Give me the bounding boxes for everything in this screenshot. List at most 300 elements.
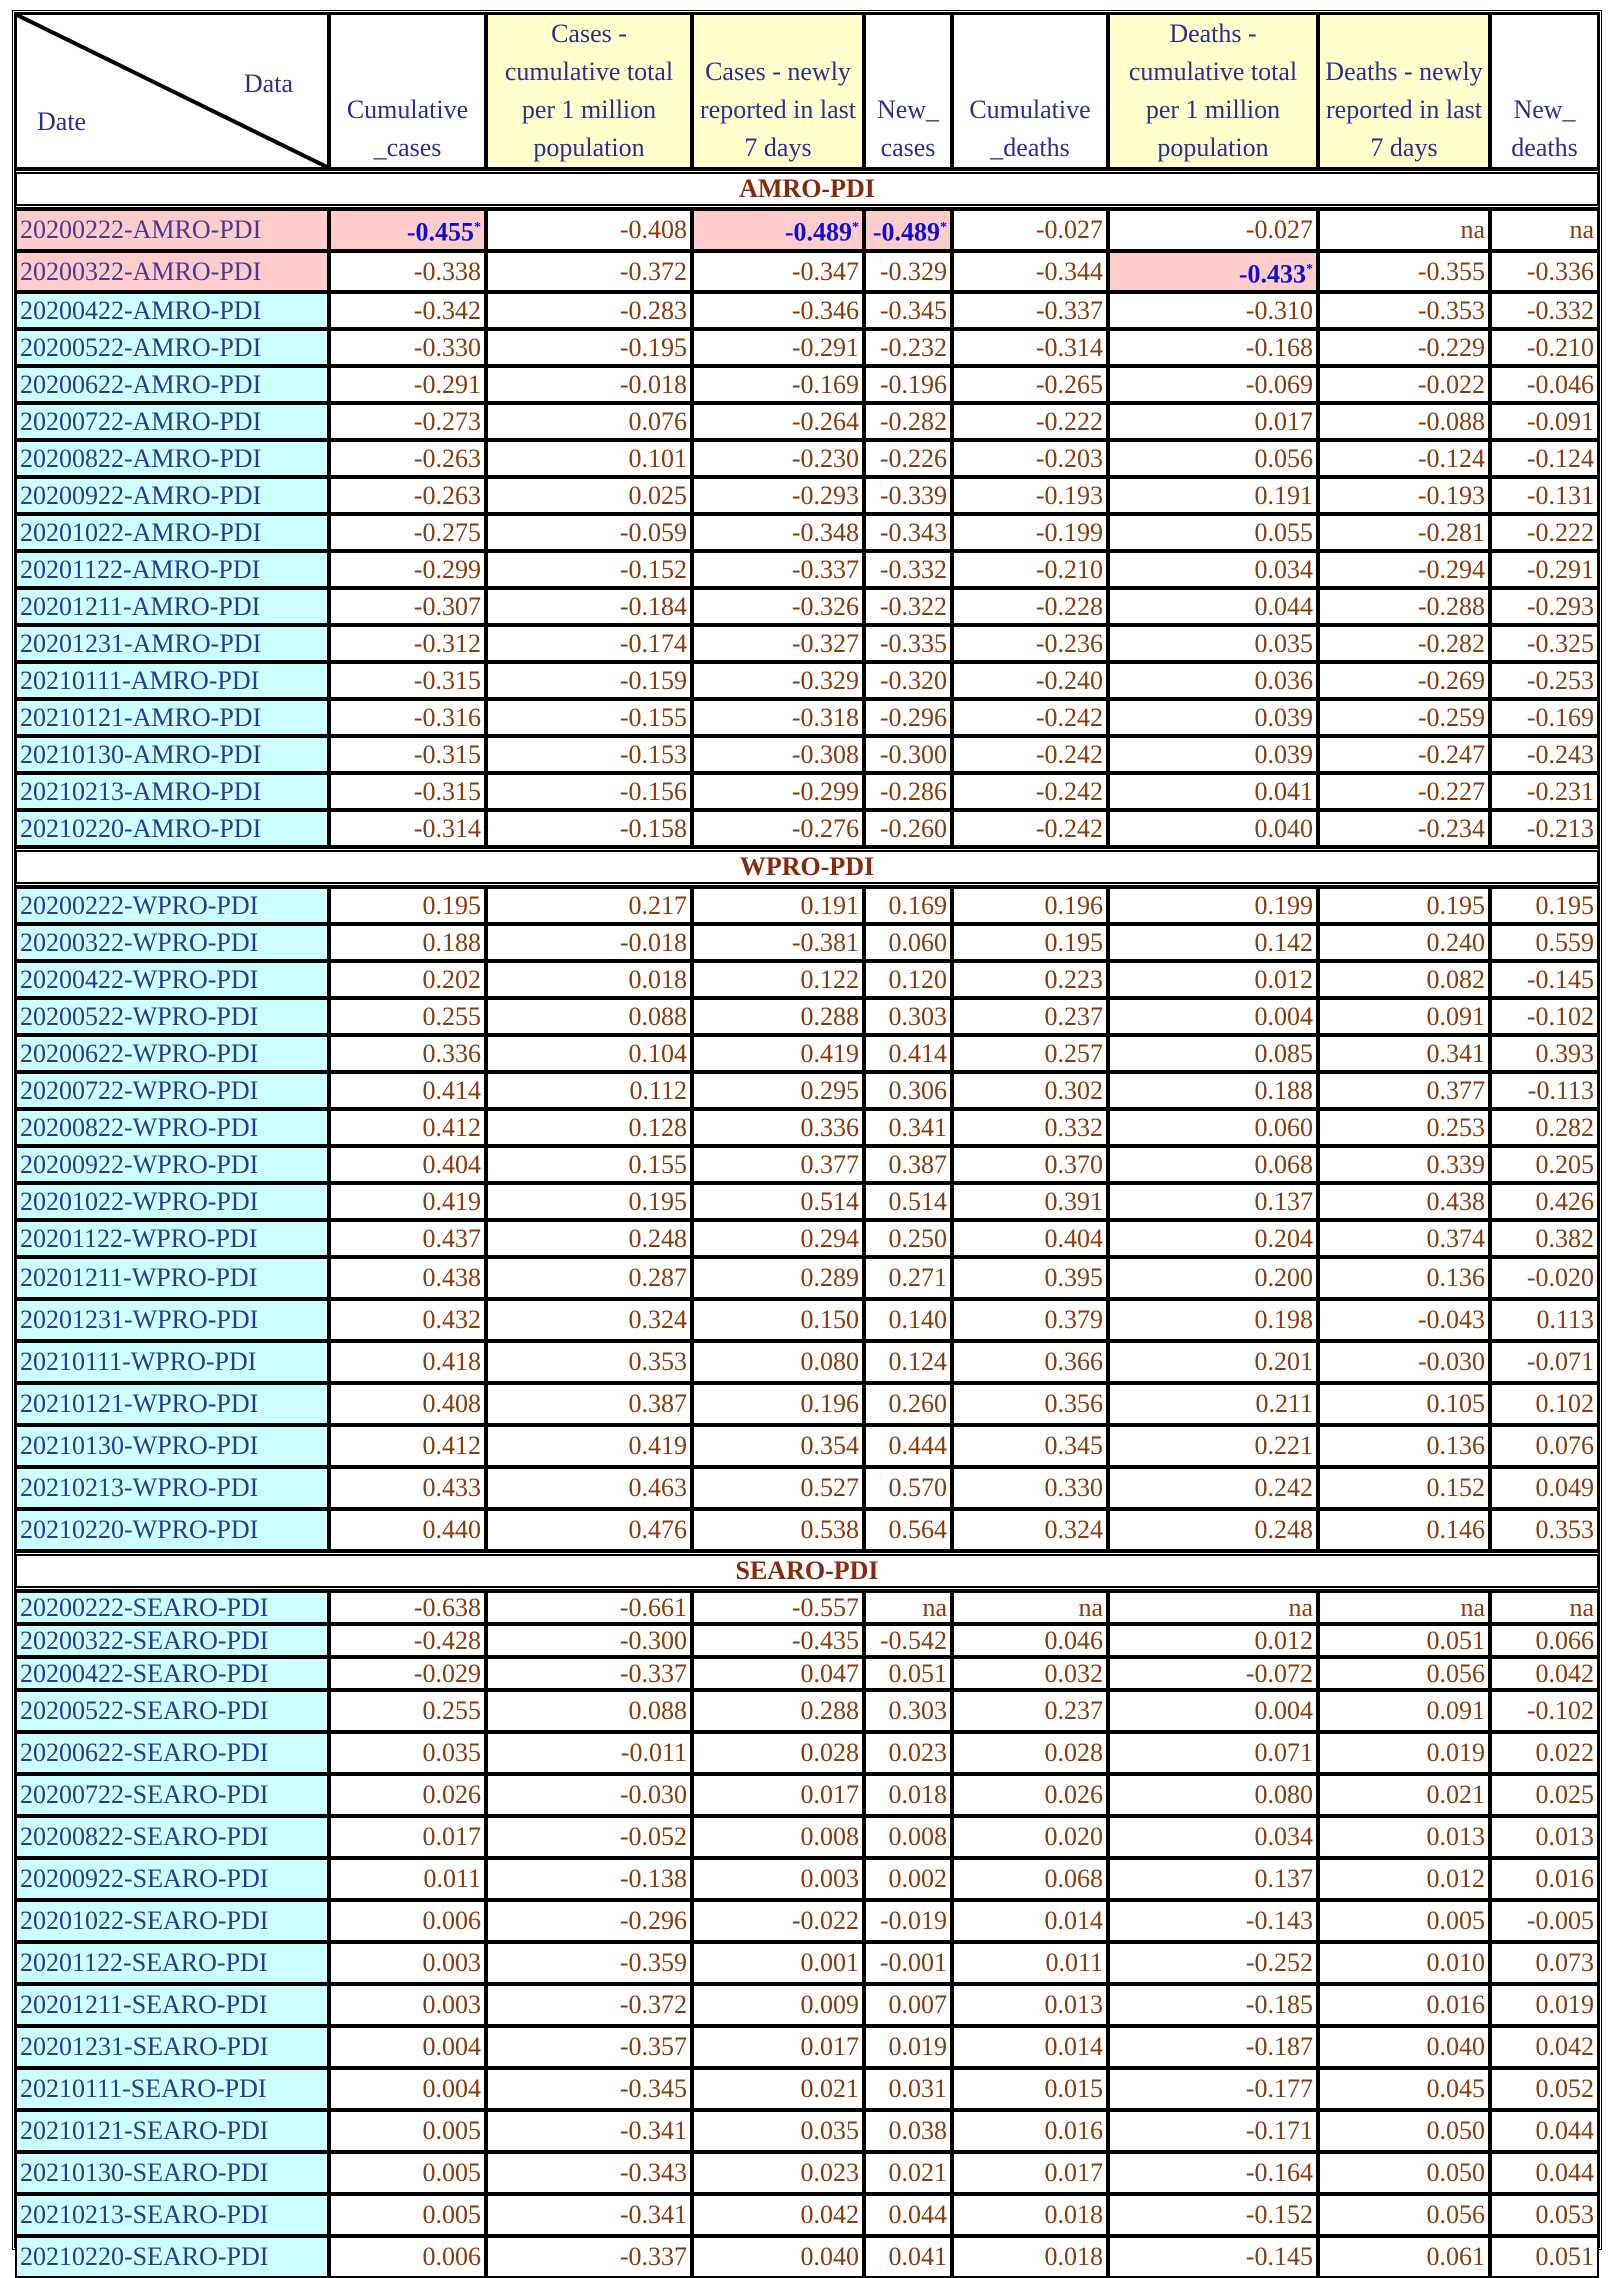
value-cell bbox=[1108, 924, 1318, 961]
value-cell bbox=[692, 366, 864, 403]
cell-value: 0.196 bbox=[1044, 891, 1103, 921]
cell-value: -0.169 bbox=[1526, 703, 1594, 733]
value-cell bbox=[1108, 477, 1318, 514]
value-cell bbox=[1318, 1657, 1490, 1690]
value-cell bbox=[329, 662, 486, 699]
row-label: 20201211-AMRO-PDI bbox=[15, 588, 329, 625]
value-cell bbox=[1490, 1624, 1599, 1657]
value-cell bbox=[329, 1900, 486, 1942]
row-label: 20201122-AMRO-PDI bbox=[15, 551, 329, 588]
cell-value: 0.444 bbox=[888, 1431, 947, 1461]
value-cell bbox=[486, 403, 692, 440]
cell-value: 0.408 bbox=[422, 1389, 481, 1419]
value-cell bbox=[1490, 1109, 1599, 1146]
cell-value: -0.230 bbox=[791, 444, 859, 474]
value-cell bbox=[329, 887, 486, 924]
value-cell bbox=[864, 366, 952, 403]
value-cell bbox=[1318, 366, 1490, 403]
cell-value: -0.187 bbox=[1245, 2032, 1313, 2062]
cell-value: 0.221 bbox=[1254, 1431, 1313, 1461]
value-cell bbox=[692, 514, 864, 551]
cell-value: -0.242 bbox=[1035, 814, 1103, 844]
cell-value: 0.370 bbox=[1044, 1150, 1103, 1180]
cell-value: -0.020 bbox=[1526, 1263, 1594, 1293]
row-label: 20200422-WPRO-PDI bbox=[15, 961, 329, 998]
value-cell bbox=[1490, 514, 1599, 551]
value-cell bbox=[1490, 1774, 1599, 1816]
cell-value: -0.322 bbox=[879, 592, 947, 622]
value-cell bbox=[692, 1690, 864, 1732]
row-label: 20210121-AMRO-PDI bbox=[15, 699, 329, 736]
value-cell bbox=[486, 1942, 692, 1984]
value-cell bbox=[1318, 1383, 1490, 1425]
row-label: 20210130-WPRO-PDI bbox=[15, 1425, 329, 1467]
value-cell bbox=[692, 1816, 864, 1858]
value-cell bbox=[1318, 1942, 1490, 1984]
value-cell bbox=[952, 440, 1108, 477]
value-cell bbox=[486, 209, 692, 251]
cell-value: 0.021 bbox=[800, 2074, 859, 2104]
cell-value: -0.227 bbox=[1417, 777, 1485, 807]
value-cell bbox=[1318, 1341, 1490, 1383]
value-cell bbox=[692, 1467, 864, 1509]
value-cell bbox=[1490, 477, 1599, 514]
value-cell bbox=[1490, 1220, 1599, 1257]
cell-value: 0.049 bbox=[1535, 1473, 1594, 1503]
cell-value: 0.514 bbox=[888, 1187, 947, 1217]
cell-value: 0.437 bbox=[422, 1224, 481, 1254]
cell-value: -0.345 bbox=[879, 296, 947, 326]
value-cell bbox=[692, 1984, 864, 2026]
value-cell bbox=[329, 551, 486, 588]
cell-value: -0.343 bbox=[879, 518, 947, 548]
value-cell bbox=[486, 440, 692, 477]
cell-value: -0.124 bbox=[1526, 444, 1594, 474]
value-cell bbox=[864, 1146, 952, 1183]
cell-value: -0.027 bbox=[1245, 215, 1313, 245]
value-cell bbox=[1490, 1035, 1599, 1072]
row-label: 20200222-SEARO-PDI bbox=[15, 1591, 329, 1624]
cell-value: 0.188 bbox=[1254, 1076, 1313, 1106]
value-cell bbox=[486, 1257, 692, 1299]
value-cell bbox=[952, 1183, 1108, 1220]
cell-value: 0.028 bbox=[1044, 1738, 1103, 1768]
value-cell bbox=[486, 887, 692, 924]
value-cell bbox=[952, 662, 1108, 699]
cell-value: -0.228 bbox=[1035, 592, 1103, 622]
table-row bbox=[15, 588, 1599, 625]
value-cell bbox=[1318, 998, 1490, 1035]
value-cell bbox=[952, 2068, 1108, 2110]
cell-value: -0.347 bbox=[791, 256, 859, 286]
cell-value: -0.243 bbox=[1526, 740, 1594, 770]
cell-value: -0.291 bbox=[1526, 555, 1594, 585]
value-cell bbox=[1108, 1183, 1318, 1220]
value-cell bbox=[864, 440, 952, 477]
corner-header-cell bbox=[15, 13, 329, 169]
cell-value: -0.156 bbox=[619, 777, 687, 807]
cell-value: -0.661 bbox=[619, 1593, 687, 1623]
cell-value: -0.542 bbox=[879, 1626, 947, 1656]
value-cell bbox=[329, 2152, 486, 2194]
value-cell bbox=[1490, 251, 1599, 293]
value-cell bbox=[864, 403, 952, 440]
cell-value: -0.168 bbox=[1245, 333, 1313, 363]
value-cell bbox=[486, 2068, 692, 2110]
value-cell bbox=[1318, 2068, 1490, 2110]
cell-value: 0.200 bbox=[1254, 1263, 1313, 1293]
value-cell bbox=[329, 1591, 486, 1624]
cell-value: 0.150 bbox=[800, 1305, 859, 1335]
cell-value: -0.155 bbox=[619, 703, 687, 733]
value-cell bbox=[952, 588, 1108, 625]
row-label: 20201211-SEARO-PDI bbox=[15, 1984, 329, 2026]
cell-value: 0.353 bbox=[1535, 1515, 1594, 1545]
cell-value: -0.193 bbox=[1035, 481, 1103, 511]
cell-value: 0.082 bbox=[1426, 965, 1485, 995]
cell-value: 0.289 bbox=[800, 1263, 859, 1293]
value-cell bbox=[692, 551, 864, 588]
table-row bbox=[15, 2026, 1599, 2068]
value-cell bbox=[952, 209, 1108, 251]
value-cell bbox=[864, 1591, 952, 1624]
value-cell bbox=[486, 961, 692, 998]
value-cell bbox=[1108, 2152, 1318, 2194]
table-row bbox=[15, 209, 1599, 251]
row-label: 20201122-SEARO-PDI bbox=[15, 1942, 329, 1984]
value-cell bbox=[952, 329, 1108, 366]
cell-value: 0.463 bbox=[628, 1473, 687, 1503]
value-cell bbox=[1108, 1146, 1318, 1183]
row-label: 20210111-SEARO-PDI bbox=[15, 2068, 329, 2110]
value-cell bbox=[1318, 1109, 1490, 1146]
table-row bbox=[15, 1984, 1599, 2026]
cell-value: 0.288 bbox=[800, 1696, 859, 1726]
cell-value: 0.201 bbox=[1254, 1347, 1313, 1377]
col-header-deaths-last7: Deaths - newly reported in last 7 days bbox=[1318, 13, 1490, 169]
cell-value: 0.076 bbox=[628, 407, 687, 437]
value-cell bbox=[1108, 1624, 1318, 1657]
table-row bbox=[15, 961, 1599, 998]
cell-value: 0.044 bbox=[888, 2200, 947, 2230]
cell-value: -0.300 bbox=[619, 1626, 687, 1656]
value-cell bbox=[692, 662, 864, 699]
cell-value: -0.091 bbox=[1526, 407, 1594, 437]
value-cell bbox=[864, 1690, 952, 1732]
cell-value: 0.056 bbox=[1426, 2200, 1485, 2230]
cell-value: 0.188 bbox=[422, 928, 481, 958]
value-cell bbox=[952, 1072, 1108, 1109]
cell-value: 0.060 bbox=[888, 928, 947, 958]
cell-value: -0.196 bbox=[879, 370, 947, 400]
cell-value: 0.044 bbox=[1254, 592, 1313, 622]
header-row bbox=[15, 13, 1599, 169]
value-cell bbox=[1108, 625, 1318, 662]
value-cell bbox=[1318, 403, 1490, 440]
value-cell bbox=[1318, 1257, 1490, 1299]
cell-value: -0.234 bbox=[1417, 814, 1485, 844]
cell-value: -0.059 bbox=[619, 518, 687, 548]
col-header-new-cases: New_ cases bbox=[864, 13, 952, 169]
cell-value: -0.329 bbox=[791, 666, 859, 696]
cell-value: 0.476 bbox=[628, 1515, 687, 1545]
value-cell bbox=[486, 662, 692, 699]
value-cell bbox=[692, 1858, 864, 1900]
table-row bbox=[15, 2152, 1599, 2194]
value-cell bbox=[329, 924, 486, 961]
value-cell bbox=[692, 292, 864, 329]
value-cell bbox=[1318, 1816, 1490, 1858]
value-cell bbox=[864, 1467, 952, 1509]
value-cell bbox=[329, 1146, 486, 1183]
row-label: 20201022-WPRO-PDI bbox=[15, 1183, 329, 1220]
value-cell bbox=[329, 1383, 486, 1425]
value-cell bbox=[952, 2152, 1108, 2194]
cell-value: -0.222 bbox=[1035, 407, 1103, 437]
value-cell bbox=[1318, 1035, 1490, 1072]
cell-value: -0.433 bbox=[1238, 259, 1306, 289]
cell-value: 0.034 bbox=[1254, 555, 1313, 585]
cell-value: 0.047 bbox=[800, 1659, 859, 1689]
cell-value: -0.263 bbox=[413, 481, 481, 511]
value-cell bbox=[486, 1816, 692, 1858]
cell-value: 0.412 bbox=[422, 1113, 481, 1143]
value-cell bbox=[692, 1341, 864, 1383]
value-cell bbox=[692, 2068, 864, 2110]
value-cell bbox=[864, 1109, 952, 1146]
value-cell bbox=[329, 588, 486, 625]
cell-value: 0.195 bbox=[628, 1187, 687, 1217]
value-cell bbox=[486, 1984, 692, 2026]
cell-value: 0.016 bbox=[1426, 1990, 1485, 2020]
value-cell bbox=[1490, 2152, 1599, 2194]
cell-value: -0.027 bbox=[1035, 215, 1103, 245]
value-cell bbox=[1108, 1341, 1318, 1383]
cell-value: 0.271 bbox=[888, 1263, 947, 1293]
row-label: 20200922-AMRO-PDI bbox=[15, 477, 329, 514]
cell-value: -0.335 bbox=[879, 629, 947, 659]
value-cell bbox=[952, 736, 1108, 773]
cell-value: -0.229 bbox=[1417, 333, 1485, 363]
cell-value: 0.136 bbox=[1426, 1263, 1485, 1293]
value-cell bbox=[329, 625, 486, 662]
value-cell bbox=[1318, 1732, 1490, 1774]
value-cell bbox=[486, 588, 692, 625]
value-cell bbox=[1490, 736, 1599, 773]
value-cell bbox=[486, 1900, 692, 1942]
significant-value-cell bbox=[329, 209, 486, 251]
value-cell bbox=[1318, 477, 1490, 514]
cell-value: -0.022 bbox=[791, 1906, 859, 1936]
cell-value: 0.005 bbox=[422, 2158, 481, 2188]
value-cell bbox=[1318, 1467, 1490, 1509]
value-cell bbox=[1318, 924, 1490, 961]
row-label: 20201211-WPRO-PDI bbox=[15, 1257, 329, 1299]
value-cell bbox=[1108, 1109, 1318, 1146]
table-row bbox=[15, 292, 1599, 329]
row-label: 20210111-WPRO-PDI bbox=[15, 1341, 329, 1383]
cell-value: -0.005 bbox=[1526, 1906, 1594, 1936]
value-cell bbox=[486, 1690, 692, 1732]
value-cell bbox=[329, 366, 486, 403]
value-cell bbox=[864, 1858, 952, 1900]
cell-value: 0.013 bbox=[1535, 1822, 1594, 1852]
table-row bbox=[15, 773, 1599, 810]
value-cell bbox=[952, 1774, 1108, 1816]
cell-value: 0.146 bbox=[1426, 1515, 1485, 1545]
row-label: 20210130-AMRO-PDI bbox=[15, 736, 329, 773]
value-cell bbox=[1108, 1257, 1318, 1299]
value-cell bbox=[1490, 2194, 1599, 2236]
section-title: AMRO-PDI bbox=[15, 169, 1599, 209]
cell-value: 0.018 bbox=[628, 965, 687, 995]
cell-value: 0.044 bbox=[1535, 2158, 1594, 2188]
cell-value: 0.009 bbox=[800, 1990, 859, 2020]
cell-value: -0.332 bbox=[879, 555, 947, 585]
cell-value: -0.336 bbox=[1526, 256, 1594, 286]
value-cell bbox=[1108, 2236, 1318, 2278]
table-row bbox=[15, 1591, 1599, 1624]
cell-value: -0.286 bbox=[879, 777, 947, 807]
value-cell bbox=[1108, 2068, 1318, 2110]
cell-value: 0.052 bbox=[1535, 2074, 1594, 2104]
value-cell bbox=[1490, 1690, 1599, 1732]
cell-value: 0.042 bbox=[800, 2200, 859, 2230]
cell-value: 0.404 bbox=[1044, 1224, 1103, 1254]
value-cell bbox=[329, 1072, 486, 1109]
col-header-cases-last7: Cases - newly reported in last 7 days bbox=[692, 13, 864, 169]
cell-value: 0.514 bbox=[800, 1187, 859, 1217]
cell-value: 0.306 bbox=[888, 1076, 947, 1106]
cell-value: -0.337 bbox=[1035, 296, 1103, 326]
cell-value: -0.231 bbox=[1526, 777, 1594, 807]
cell-value: 0.124 bbox=[888, 1347, 947, 1377]
row-label: 20200322-WPRO-PDI bbox=[15, 924, 329, 961]
cell-value: 0.260 bbox=[888, 1389, 947, 1419]
row-label: 20200822-WPRO-PDI bbox=[15, 1109, 329, 1146]
significant-value-cell bbox=[692, 209, 864, 251]
value-cell bbox=[329, 292, 486, 329]
row-label: 20201231-WPRO-PDI bbox=[15, 1299, 329, 1341]
value-cell bbox=[329, 329, 486, 366]
cell-value: 0.414 bbox=[422, 1076, 481, 1106]
value-cell bbox=[864, 2110, 952, 2152]
value-cell bbox=[1318, 1220, 1490, 1257]
value-cell bbox=[692, 924, 864, 961]
row-label: 20200522-SEARO-PDI bbox=[15, 1690, 329, 1732]
cell-value: -0.152 bbox=[619, 555, 687, 585]
cell-value: 0.071 bbox=[1254, 1738, 1313, 1768]
value-cell bbox=[692, 1942, 864, 1984]
cell-value: 0.025 bbox=[1535, 1780, 1594, 1810]
value-cell bbox=[486, 292, 692, 329]
col-header-cases-per-million: Cases - cumulative total per 1 million population bbox=[486, 13, 692, 169]
value-cell bbox=[1490, 662, 1599, 699]
table-row bbox=[15, 2194, 1599, 2236]
value-cell bbox=[864, 551, 952, 588]
value-cell bbox=[692, 1774, 864, 1816]
value-cell bbox=[486, 2110, 692, 2152]
cell-value: -0.315 bbox=[413, 740, 481, 770]
cell-value: 0.085 bbox=[1254, 1039, 1313, 1069]
cell-value: -0.314 bbox=[413, 814, 481, 844]
value-cell bbox=[1490, 699, 1599, 736]
value-cell bbox=[1318, 810, 1490, 847]
value-cell bbox=[864, 961, 952, 998]
significance-marker: * bbox=[474, 220, 481, 235]
cell-value: 0.253 bbox=[1426, 1113, 1485, 1143]
value-cell bbox=[1108, 1383, 1318, 1425]
table-row bbox=[15, 1299, 1599, 1341]
cell-value: 0.068 bbox=[1044, 1864, 1103, 1894]
cell-value: 0.016 bbox=[1044, 2116, 1103, 2146]
value-cell bbox=[1108, 699, 1318, 736]
section-header-row bbox=[15, 1551, 1599, 1591]
cell-value: 0.005 bbox=[422, 2200, 481, 2230]
cell-value: -0.300 bbox=[879, 740, 947, 770]
cell-value: -0.318 bbox=[791, 703, 859, 733]
cell-value: -0.247 bbox=[1417, 740, 1485, 770]
value-cell bbox=[1490, 1467, 1599, 1509]
cell-value: -0.337 bbox=[619, 1659, 687, 1689]
cell-value: -0.342 bbox=[413, 296, 481, 326]
value-cell bbox=[1318, 1624, 1490, 1657]
value-cell bbox=[952, 1690, 1108, 1732]
value-cell bbox=[864, 887, 952, 924]
value-cell bbox=[952, 403, 1108, 440]
cell-value: 0.303 bbox=[888, 1696, 947, 1726]
table-row bbox=[15, 1774, 1599, 1816]
cell-value: 0.017 bbox=[800, 1780, 859, 1810]
value-cell bbox=[486, 477, 692, 514]
row-label: 20201231-SEARO-PDI bbox=[15, 2026, 329, 2068]
col-header-deaths-per-million: Deaths - cumulative total per 1 million population bbox=[1108, 13, 1318, 169]
cell-value: 0.353 bbox=[628, 1347, 687, 1377]
value-cell bbox=[486, 1146, 692, 1183]
cell-value: -0.344 bbox=[1035, 256, 1103, 286]
table-row bbox=[15, 1624, 1599, 1657]
value-cell bbox=[1490, 588, 1599, 625]
value-cell bbox=[486, 1341, 692, 1383]
cell-value: 0.068 bbox=[1254, 1150, 1313, 1180]
cell-value: 0.387 bbox=[888, 1150, 947, 1180]
cell-value: -0.242 bbox=[1035, 740, 1103, 770]
cell-value: 0.113 bbox=[1536, 1305, 1594, 1335]
value-cell bbox=[486, 2236, 692, 2278]
value-cell bbox=[952, 366, 1108, 403]
value-cell bbox=[1490, 810, 1599, 847]
cell-value: -0.226 bbox=[879, 444, 947, 474]
value-cell bbox=[864, 292, 952, 329]
value-cell bbox=[1108, 736, 1318, 773]
cell-value: -0.329 bbox=[879, 256, 947, 286]
section-title: SEARO-PDI bbox=[15, 1551, 1599, 1591]
cell-value: 0.011 bbox=[423, 1864, 481, 1894]
cell-value: -0.299 bbox=[791, 777, 859, 807]
cell-value: 0.007 bbox=[888, 1990, 947, 2020]
value-cell bbox=[1108, 588, 1318, 625]
value-cell bbox=[486, 1220, 692, 1257]
value-cell bbox=[329, 477, 486, 514]
value-cell bbox=[864, 1383, 952, 1425]
cell-value: 0.050 bbox=[1426, 2116, 1485, 2146]
cell-value: -0.337 bbox=[619, 2242, 687, 2272]
value-cell bbox=[1490, 998, 1599, 1035]
cell-value: -0.326 bbox=[791, 592, 859, 622]
value-cell bbox=[1318, 699, 1490, 736]
cell-value: -0.174 bbox=[619, 629, 687, 659]
value-cell bbox=[864, 1900, 952, 1942]
